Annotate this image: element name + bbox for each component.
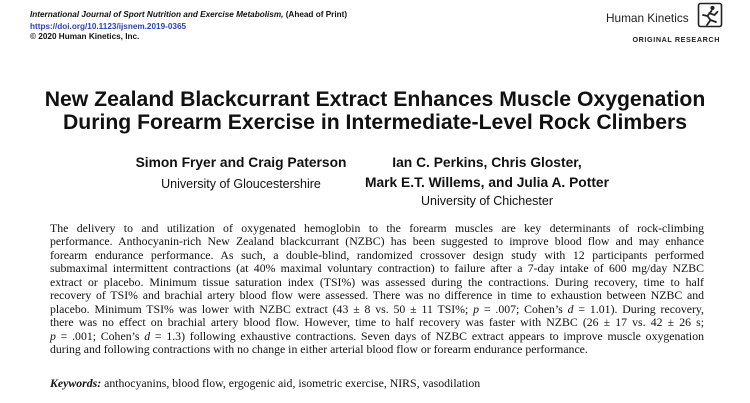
copyright-notice: © 2020 Human Kinetics, Inc. xyxy=(30,32,140,41)
abstract-line xyxy=(50,303,704,316)
keywords xyxy=(50,377,480,390)
article-type-label: ORIGINAL RESEARCH xyxy=(632,35,720,44)
author-names: Mark E.T. Willems, and Julia A. Potter xyxy=(365,175,609,190)
abstract-text: extract or placebo. Minimum tissue saturation index (TSI%) was assessed during the contractions. During recovery, time to half xyxy=(50,274,704,289)
abstract-text: performance. Anthocyanin-rich New Zealand blackcurrant (NZBC) has been suggested to improve blood flow and may enhance xyxy=(50,234,704,249)
journal-citation-line xyxy=(30,10,347,20)
abstract-line xyxy=(50,262,704,275)
article-title-line: During Forearm Exercise in Intermediate-Level Rock Climbers xyxy=(62,111,688,134)
keywords-label: Keywords: xyxy=(50,376,102,390)
abstract-text: placebo. Minimum TSI% was lower with NZBC extract (43 ± 8 vs. 50 ± 11 TSI%; xyxy=(50,301,474,316)
author-names: Simon Fryer and Craig Paterson xyxy=(135,155,347,170)
abstract-text: submaximal intermittent contractions (at 40% maximal voluntary contraction) to failure after a 7-day intake of 600 mg/day NZBC xyxy=(50,261,704,276)
abstract-text: = 1.3) following exhaustive contractions. Seven days of NZBC extract appears to improve muscle oxygenation xyxy=(150,328,704,343)
abstract-text: = .007; Cohen’s xyxy=(479,301,568,316)
publication-status: (Ahead of Print) xyxy=(285,10,348,19)
abstract xyxy=(50,222,704,356)
abstract-text: forearm endurance performance. As such, a double-blind, randomized crossover design study with 12 participants performed xyxy=(50,247,704,262)
abstract-line xyxy=(50,343,704,356)
author-group-chichester xyxy=(337,153,637,209)
abstract-italic-symbol: d xyxy=(144,328,151,343)
article-title-line: New Zealand Blackcurrant Extract Enhances Muscle Oxygenation xyxy=(44,88,706,111)
abstract-text: there was no effect on brachial artery blood flow. However, time to half recovery was faster with NZBC (26 ± 17 vs. 42 ± 26 s; xyxy=(50,315,704,330)
doi-link[interactable]: https://doi.org/10.1123/ijsnem.2019-0365 xyxy=(30,22,187,31)
abstract-text: = .001; Cohen’s xyxy=(55,328,145,343)
abstract-line xyxy=(50,222,704,235)
author-group-gloucestershire xyxy=(131,153,351,192)
publisher-name: Human Kinetics xyxy=(606,11,689,25)
abstract-text: during and following contractions with no change in either arterial blood flow or forearm endurance performance. xyxy=(50,341,588,356)
journal-name: International Journal of Sport Nutrition and Exercise Metabolism, xyxy=(30,10,284,19)
article-title xyxy=(0,88,750,134)
author-names: Ian C. Perkins, Chris Gloster, xyxy=(392,155,582,170)
abstract-italic-symbol: p xyxy=(50,328,56,343)
abstract-text: The delivery to and utilization of oxygenated hemoglobin to the forearm muscles are key determinants of rock-climbing xyxy=(50,221,704,235)
abstract-line xyxy=(50,316,704,329)
abstract-line xyxy=(50,289,704,302)
abstract-italic-symbol: p xyxy=(473,301,480,316)
human-kinetics-logo-icon xyxy=(697,2,723,28)
abstract-line xyxy=(50,235,704,248)
abstract-line xyxy=(50,276,704,289)
author-affiliation: University of Chichester xyxy=(421,194,553,208)
abstract-text: recovery of TSI% and brachial artery blood flow were assessed. There was no difference in time to exhaustion between NZBC and xyxy=(50,288,704,303)
author-affiliation: University of Gloucestershire xyxy=(161,177,321,191)
abstract-italic-symbol: d xyxy=(567,301,574,316)
abstract-text: = 1.01). During recovery, xyxy=(573,301,704,316)
keywords-list: anthocyanins, blood flow, ergogenic aid, isometric exercise, NIRS, vasodilation xyxy=(104,376,481,390)
abstract-line xyxy=(50,249,704,262)
abstract-line xyxy=(50,330,704,343)
